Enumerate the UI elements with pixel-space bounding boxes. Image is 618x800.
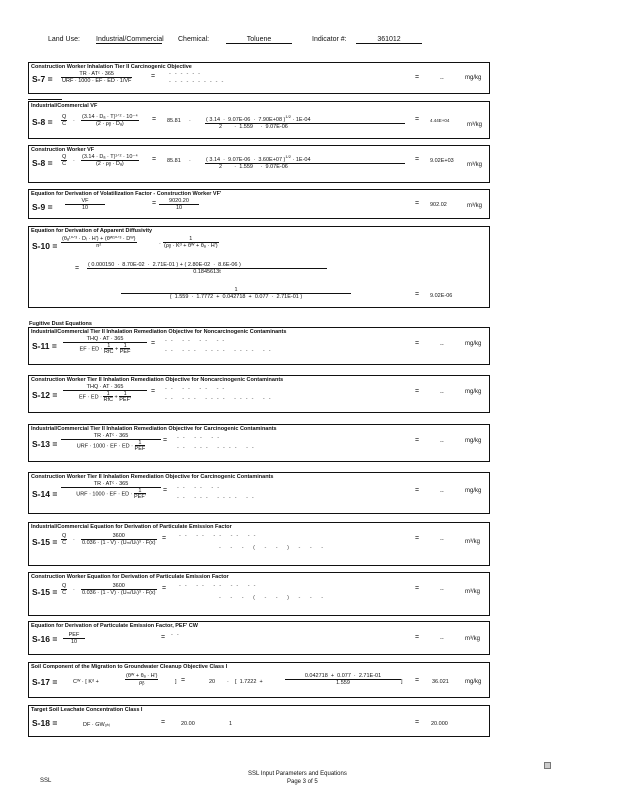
result-unit: mg/kg bbox=[465, 389, 482, 395]
section-s7: Construction Worker Inhalation Tier II Carcinogenic Objective S-7 = TR · ATᶜ · 365 URF · 1000 · EF · ED · 1/VF = ------ ---------- = -- mg/kg bbox=[28, 62, 490, 94]
section-title: Equation for Derivation of Apparent Diffusivity bbox=[31, 228, 153, 234]
land-use-value: Industrial/Commercial bbox=[96, 36, 164, 43]
result-unit: m³/kg bbox=[467, 203, 482, 209]
section-s9: Equation for Derivation of Volatilization Factor - Construction Worker VF' S-9 = $\frac{VF}{10}$ = $\frac{9020.20}{10}$ = 902.02 m³/kg bbox=[28, 189, 490, 219]
equation-label: S-18 = bbox=[32, 718, 58, 728]
equation-label: S-9 = bbox=[32, 202, 53, 212]
section-title: Construction Worker VF bbox=[31, 147, 95, 153]
result-value: -- bbox=[440, 76, 444, 82]
section-s17: Soil Component of the Migration to Groundwater Cleanup Objective Class I S-17 = Cᵂ · [ Kᵈ + $\frac{\text{(θᵂ + θₐ · H')}}{\text{ρᵦ}}$ ] = 20 · [ 1.7222 + $\frac{0.042718 + 0.077 \cdot 2.71E-01}{1.559}$ ] = 36.021 mg/kg bbox=[28, 662, 490, 698]
section-s11: Industrial/Commercial Tier II Inhalation Remediation Objective for Noncarcinogenic Contaminants S-11 = THQ · AT · 365 EF · ED · 1 RfC + 1 PEF = -- -- -- -- -- --- ---- ---- -- = -- mg/kg bbox=[28, 327, 490, 365]
result-unit: mg/kg bbox=[465, 679, 482, 685]
section-s12: Construction Worker Tier II Inhalation Remediation Objective for Noncarcinogenic Contaminants S-12 = THQ · AT · 365 EF · ED · 1 RfC + 1 PEF' = -- -- -- -- -- --- ---- ---- -- = -- mg/kg bbox=[28, 375, 490, 413]
section-title: Industrial/Commercial Equation for Derivation of Particulate Emission Factor bbox=[31, 524, 232, 530]
indicator-label: Indicator #: bbox=[312, 36, 347, 43]
section-title: Industrial/Commercial VF bbox=[31, 103, 98, 109]
equation-label: S-15 = bbox=[32, 587, 58, 597]
fugitive-dust-heading: Fugitive Dust Equations bbox=[29, 321, 92, 327]
section-s15: Industrial/Commercial Equation for Derivation of Particulate Emission Factor S-15 = $\frac{Q}{C}$ · $\frac{3600}{\text{0.036 · (1 - V) · (Uₘ/Uₜ)³ · F(x)}}$ = -- -- -- -- -- - - - ( - - ) - - - = -- m³/kg bbox=[28, 522, 490, 566]
equation-label: S-7 = bbox=[32, 74, 53, 84]
land-use-label: Land Use: bbox=[48, 36, 80, 43]
section-s16: Equation for Derivation of Particulate Emission Factor, PEF' CW S-16 = PEF 10 = -- = -- m³/kg bbox=[28, 621, 490, 655]
section-title: Industrial/Commercial Tier II Inhalation Remediation Objective for Carcinogenic Contaminants bbox=[31, 426, 277, 432]
equation-fraction: TR · ATᶜ · 365 URF · 1000 · EF · ED · 1/VF bbox=[62, 71, 132, 84]
section-title: Construction Worker Equation for Derivation of Particulate Emission Factor bbox=[31, 574, 229, 580]
chemical-label: Chemical: bbox=[178, 36, 210, 43]
result-value: -- bbox=[440, 390, 444, 396]
section-s10: Equation for Derivation of Apparent Diffusivity S-10 = (θₐ¹⁰ᐟ³ · Dᵢ · H') + (θᵂ¹⁰ᐟ³ · Dᵂ) n² · $\frac{1}{\text{(ρᵦ · Kᵈ + θᵂ + θₐ · H')}}$ = ( 0.000150 · 8.70E-02 · 2.71E-01 ) + ( 2.80E-02 · 8.6E-06 ) 0.1845613t $\frac{1}{( 1.559 \cdot 1.7772 + 0.042718 + 0.077 \cdot 2.71E-01 )}$ = 9.02E-06 bbox=[28, 226, 490, 308]
document-header bbox=[0, 36, 618, 50]
result-unit: mg/kg bbox=[465, 438, 482, 444]
result-value: -- bbox=[440, 489, 444, 495]
footer-page-number: Page 3 of 5 bbox=[287, 779, 318, 785]
result-value: 9.02E-06 bbox=[430, 293, 453, 299]
indicator-value: 361012 bbox=[356, 36, 422, 44]
result-unit: m³/kg bbox=[467, 162, 482, 168]
result-unit: mg/kg bbox=[465, 488, 482, 494]
result-value: 4.44E+04 bbox=[430, 118, 450, 123]
chemical-value: Toluene bbox=[226, 36, 292, 44]
footer-title: SSL Input Parameters and Equations bbox=[248, 771, 347, 777]
section-title: Target Soil Leachate Concentration Class I bbox=[31, 707, 143, 713]
result-value: 902.02 bbox=[430, 202, 447, 208]
result-unit: m³/kg bbox=[465, 539, 480, 545]
equation-label: S-11 = bbox=[32, 341, 57, 351]
section-s18: Target Soil Leachate Concentration Class I S-18 = DF · GWₒₕⱼ = 20.00 1 = 20.000 bbox=[28, 705, 490, 737]
result-value: 9.02E+03 bbox=[430, 158, 454, 164]
equation-label: S-17 = bbox=[32, 677, 58, 687]
equation-label: S-15 = bbox=[32, 537, 58, 547]
section-title: Soil Component of the Migration to Groundwater Cleanup Objective Class I bbox=[31, 664, 228, 670]
footer-left: SSL bbox=[40, 778, 52, 784]
section-title: Equation for Derivation of Volatilization Factor - Construction Worker VF' bbox=[31, 191, 222, 197]
equation-label: S-8 = bbox=[32, 158, 53, 168]
equation-label: S-12 = bbox=[32, 390, 58, 400]
result-value: -- bbox=[440, 537, 444, 543]
section-title: Industrial/Commercial Tier II Inhalation Remediation Objective for Noncarcinogenic Contaminants bbox=[31, 329, 287, 335]
result-value: 20.000 bbox=[431, 721, 448, 727]
result-unit: mg/kg bbox=[465, 341, 482, 347]
section-s13: Industrial/Commercial Tier II Inhalation Remediation Objective for Carcinogenic Contaminants S-13 = TR · ATᶜ · 365 URF · 1000 · EF · ED · 1 PEF = -- -- -- -- --- ---- -- = -- mg/kg bbox=[28, 424, 490, 462]
section-title: Construction Worker Tier II Inhalation Remediation Objective for Carcinogenic Contaminants bbox=[31, 474, 274, 480]
equation-label: S-10 = bbox=[32, 241, 58, 251]
section-s8-construction: Construction Worker VF S-8 = $\frac{Q}{C}$ · (3.14 · Dₐ · T)¹ᐟ² · 10⁻⁴ (2 · ρᵦ · Dₐ) = 85.81 · $\frac{( 3.14 \cdot 9.07E-06 \cdot 3.60E+07 )^{1/2} \cdot 1E-04}{2 \cdot 1.559 \cdot 9.07E-06}$ = 9.02E+03 m³/kg bbox=[28, 145, 490, 183]
result-unit: mg/kg bbox=[465, 75, 482, 81]
result-value: 36.021 bbox=[432, 679, 449, 685]
equation-label: S-8 = bbox=[32, 117, 53, 127]
section-title: Construction Worker Tier II Inhalation Remediation Objective for Noncarcinogenic Contaminants bbox=[31, 377, 284, 383]
result-value: -- bbox=[440, 342, 444, 348]
section-title: Equation for Derivation of Particulate Emission Factor, PEF' CW bbox=[31, 623, 198, 629]
section-s8: Industrial/Commercial VF S-8 = $\frac{Q}{C}$ · (3.14 · Dₐ · T)¹ᐟ² · 10⁻⁴ (2 · ρᵦ · Dₐ) = 85.81 · $\frac{( 3.14 \cdot 9.07E-06 \cdot 7.90E+08 )^{1/2} \cdot 1E-04}{2 \cdot 1.559 \cdot 9.07E-06}$ = 4.44E+04 m³/kg bbox=[28, 101, 490, 139]
section-s15-construction: Construction Worker Equation for Derivation of Particulate Emission Factor S-15 = $\frac{Q}{C}$ · $\frac{3600}{\text{0.036 · (1 - V) · (Uₘ/Uₜ)³ · F(x)}}$ = -- -- -- -- -- - - - ( - - ) - - - = -- m³/kg bbox=[28, 572, 490, 616]
equation-label: S-13 = bbox=[32, 439, 58, 449]
result-unit: m³/kg bbox=[465, 636, 480, 642]
result-unit: m³/kg bbox=[467, 122, 482, 128]
equation-label: S-16 = bbox=[32, 634, 58, 644]
result-unit: m³/kg bbox=[465, 589, 480, 595]
spreadsheet-icon[interactable] bbox=[544, 762, 551, 769]
equation-label: S-14 = bbox=[32, 489, 58, 499]
result-value: -- bbox=[440, 439, 444, 445]
section-s14: Construction Worker Tier II Inhalation Remediation Objective for Carcinogenic Contaminants S-14 = TR · ATᶜ · 365 URF · 1000 · EF · ED · 1 PEF' = -- -- -- -- --- ---- -- = -- mg/kg bbox=[28, 472, 490, 514]
section-title: Construction Worker Inhalation Tier II Carcinogenic Objective bbox=[31, 64, 192, 70]
